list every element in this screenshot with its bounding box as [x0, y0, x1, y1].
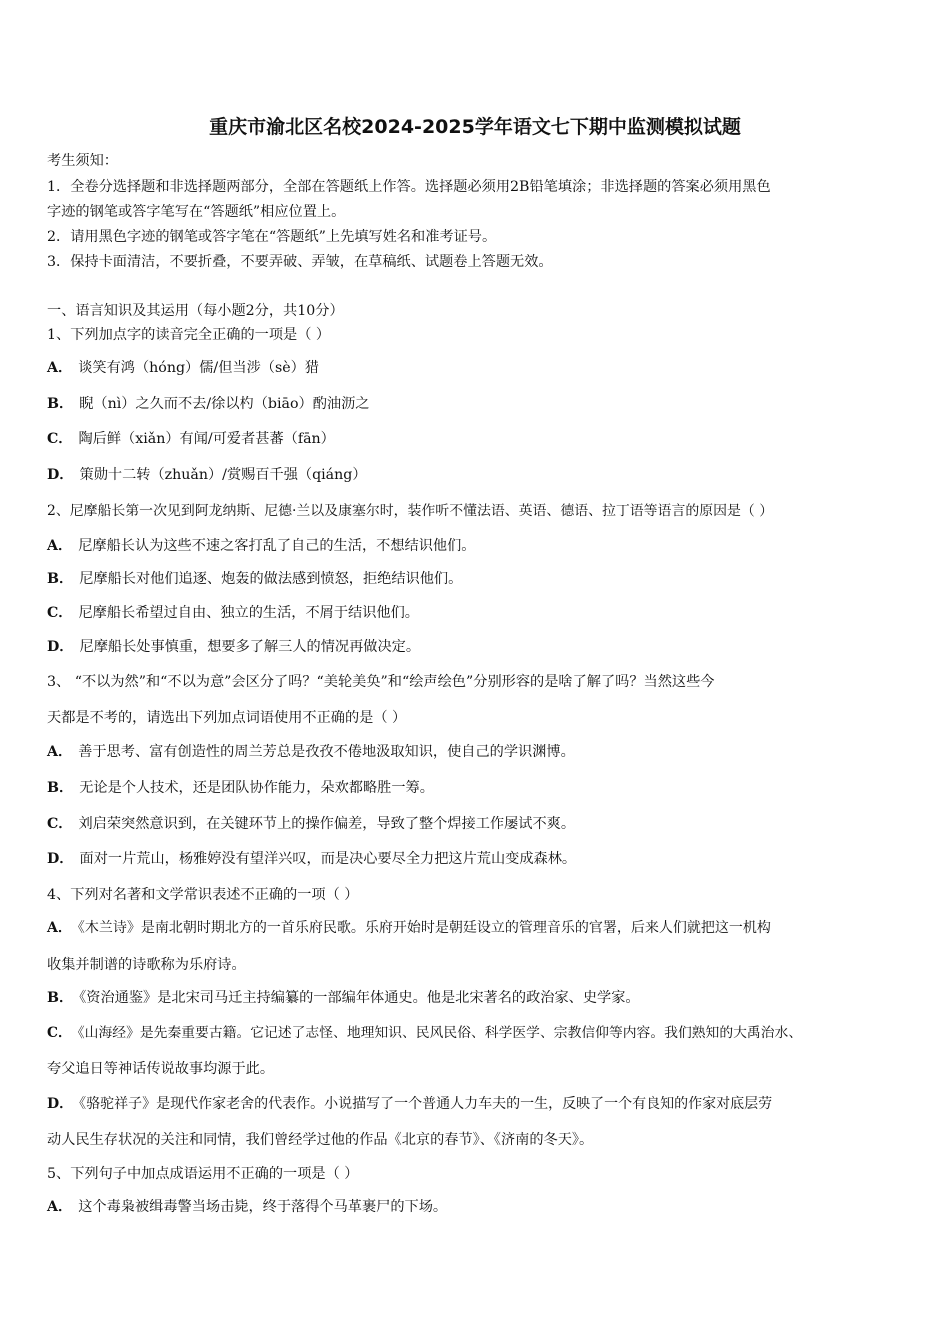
- option-text: 《资治通鉴》是北宋司马迁主持编纂的一部编年体通史。他是北宋著名的政治家、史学家。: [79, 990, 640, 1006]
- q5-stem: 5、下列句子中加点成语运用不正确的一项是（ ）: [47, 1166, 359, 1182]
- option-text: 《山海经》是先秦重要古籍。它记述了志怪、地理知识、民风民俗、科学医学、宗教信仰等内容。我们熟知的大禹治水、: [77, 1025, 803, 1041]
- option-label: C．: [47, 605, 73, 621]
- option-label: B．: [47, 396, 74, 412]
- option-text: 策勋十二转（zhuǎn）/赏赐百千强（qiáng）: [79, 467, 367, 483]
- option-text: 善于思考、富有创造性的周兰芳总是孜孜不倦地汲取知识，使自己的学识渊博。: [78, 744, 575, 760]
- notice-item-3: 3．保持卡面清洁，不要折叠，不要弄破、弄皱，在草稿纸、试题卷上答题无效。: [47, 254, 553, 270]
- q4-option-c-cont: 夸父追日等神话传说故事均源于此。: [47, 1061, 275, 1077]
- q3-option-a: [47, 742, 575, 762]
- option-text: 谈笑有鸿（hóng）儒/但当涉（sè）猎: [78, 360, 319, 376]
- q5-option-a: [47, 1197, 447, 1217]
- q4-stem: 4、下列对名著和文学常识表述不正确的一项（ ）: [47, 887, 359, 903]
- option-label: C．: [47, 431, 73, 447]
- q3-option-c: [47, 814, 575, 834]
- q4-option-d-cont: 动人民生存状况的关注和同情，我们曾经学过他的作品《北京的春节》、《济南的冬天》。: [47, 1132, 594, 1148]
- option-label: D．: [47, 1096, 74, 1112]
- q2-option-d: [47, 637, 420, 657]
- option-label: D．: [47, 639, 74, 655]
- option-label: B．: [47, 780, 74, 796]
- notice-item-1: 1．全卷分选择题和非选择题两部分，全部在答题纸上作答。选择题必须用2B铅笔填涂；非选择题的答案必须用黑色: [47, 179, 771, 195]
- option-label: A．: [47, 1199, 73, 1215]
- q1-option-d: [47, 465, 367, 485]
- q3-option-d: [47, 849, 576, 869]
- q4-option-d: [47, 1094, 772, 1114]
- q1-option-b: [47, 394, 369, 414]
- q4-option-c: [47, 1023, 802, 1043]
- option-text: 尼摩船长认为这些不速之客打乱了自己的生活，不想结识他们。: [78, 538, 476, 554]
- q1-stem: 1、下列加点字的读音完全正确的一项是（ ）: [47, 327, 331, 343]
- option-text: 睨（nì）之久而不去/徐以杓（biāo）酌油沥之: [79, 396, 370, 412]
- option-text: 刘启荣突然意识到，在关键环节上的操作偏差，导致了整个焊接工作屡试不爽。: [78, 816, 576, 832]
- q3-stem-line-2: 天都是不考的，请选出下列加点词语使用不正确的是（ ）: [47, 710, 407, 726]
- option-text: 《木兰诗》是南北朝时期北方的一首乐府民歌。乐府开始时是朝廷设立的管理音乐的官署，后来人们就把这一机构: [77, 920, 771, 936]
- option-text: 尼摩船长处事慎重，想要多了解三人的情况再做决定。: [79, 639, 421, 655]
- q4-option-a: [47, 918, 771, 938]
- q2-option-a: [47, 536, 475, 556]
- section-heading: 一、语言知识及其运用（每小题2分，共10分）: [47, 303, 344, 319]
- q3-stem-line-1: 3、 “不以为然”和“不以为意”会区分了吗？“美轮美奂”和“绘声绘色”分别形容的是啥了解了吗？当然这些今: [47, 674, 715, 690]
- option-label: B．: [47, 571, 74, 587]
- q4-option-b: [47, 988, 640, 1008]
- notice-heading: 考生须知：: [47, 153, 118, 169]
- option-label: B．: [47, 990, 74, 1006]
- option-text: 这个毒枭被缉毒警当场击毙，终于落得个马革裹尸的下场。: [78, 1199, 448, 1215]
- q2-option-c: [47, 603, 419, 623]
- option-label: C．: [47, 816, 73, 832]
- option-text: 无论是个人技术，还是团队协作能力，朵欢都略胜一筹。: [79, 780, 434, 796]
- option-label: A．: [47, 920, 72, 936]
- q2-stem: 2、尼摩船长第一次见到阿龙纳斯、尼德·兰以及康塞尔时，装作听不懂法语、英语、德语、拉丁语等语言的原因是（ ）: [47, 503, 774, 519]
- option-text: 《骆驼祥子》是现代作家老舍的代表作。小说描写了一个普通人力车夫的一生，反映了一个有良知的作家对底层劳: [79, 1096, 773, 1112]
- option-text: 尼摩船长希望过自由、独立的生活，不屑于结识他们。: [78, 605, 419, 621]
- q1-option-c: [47, 429, 335, 449]
- option-label: A．: [47, 744, 73, 760]
- option-label: C．: [47, 1025, 72, 1041]
- q4-option-a-cont: 收集并制谱的诗歌称为乐府诗。: [47, 957, 246, 973]
- page-title: 重庆市渝北区名校2024-2025学年语文七下期中监测模拟试题: [209, 116, 741, 138]
- option-text: 面对一片荒山，杨雅婷没有望洋兴叹，而是决心要尽全力把这片荒山变成森林。: [79, 851, 577, 867]
- option-label: A．: [47, 360, 73, 376]
- q3-option-b: [47, 778, 434, 798]
- option-text: 尼摩船长对他们追逐、炮轰的做法感到愤怒，拒绝结识他们。: [79, 571, 463, 587]
- q2-option-b: [47, 569, 462, 589]
- option-label: A．: [47, 538, 73, 554]
- option-label: D．: [47, 467, 74, 483]
- notice-item-2: 2．请用黑色字迹的钢笔或答字笔在“答题纸”上先填写姓名和准考证号。: [47, 229, 497, 245]
- option-text: 陶后鲜（xiǎn）有闻/可爱者甚蕃（fān）: [78, 431, 335, 447]
- notice-item-1-cont: 字迹的钢笔或答字笔写在“答题纸”相应位置上。: [47, 204, 346, 220]
- q1-option-a: [47, 358, 319, 378]
- option-label: D．: [47, 851, 74, 867]
